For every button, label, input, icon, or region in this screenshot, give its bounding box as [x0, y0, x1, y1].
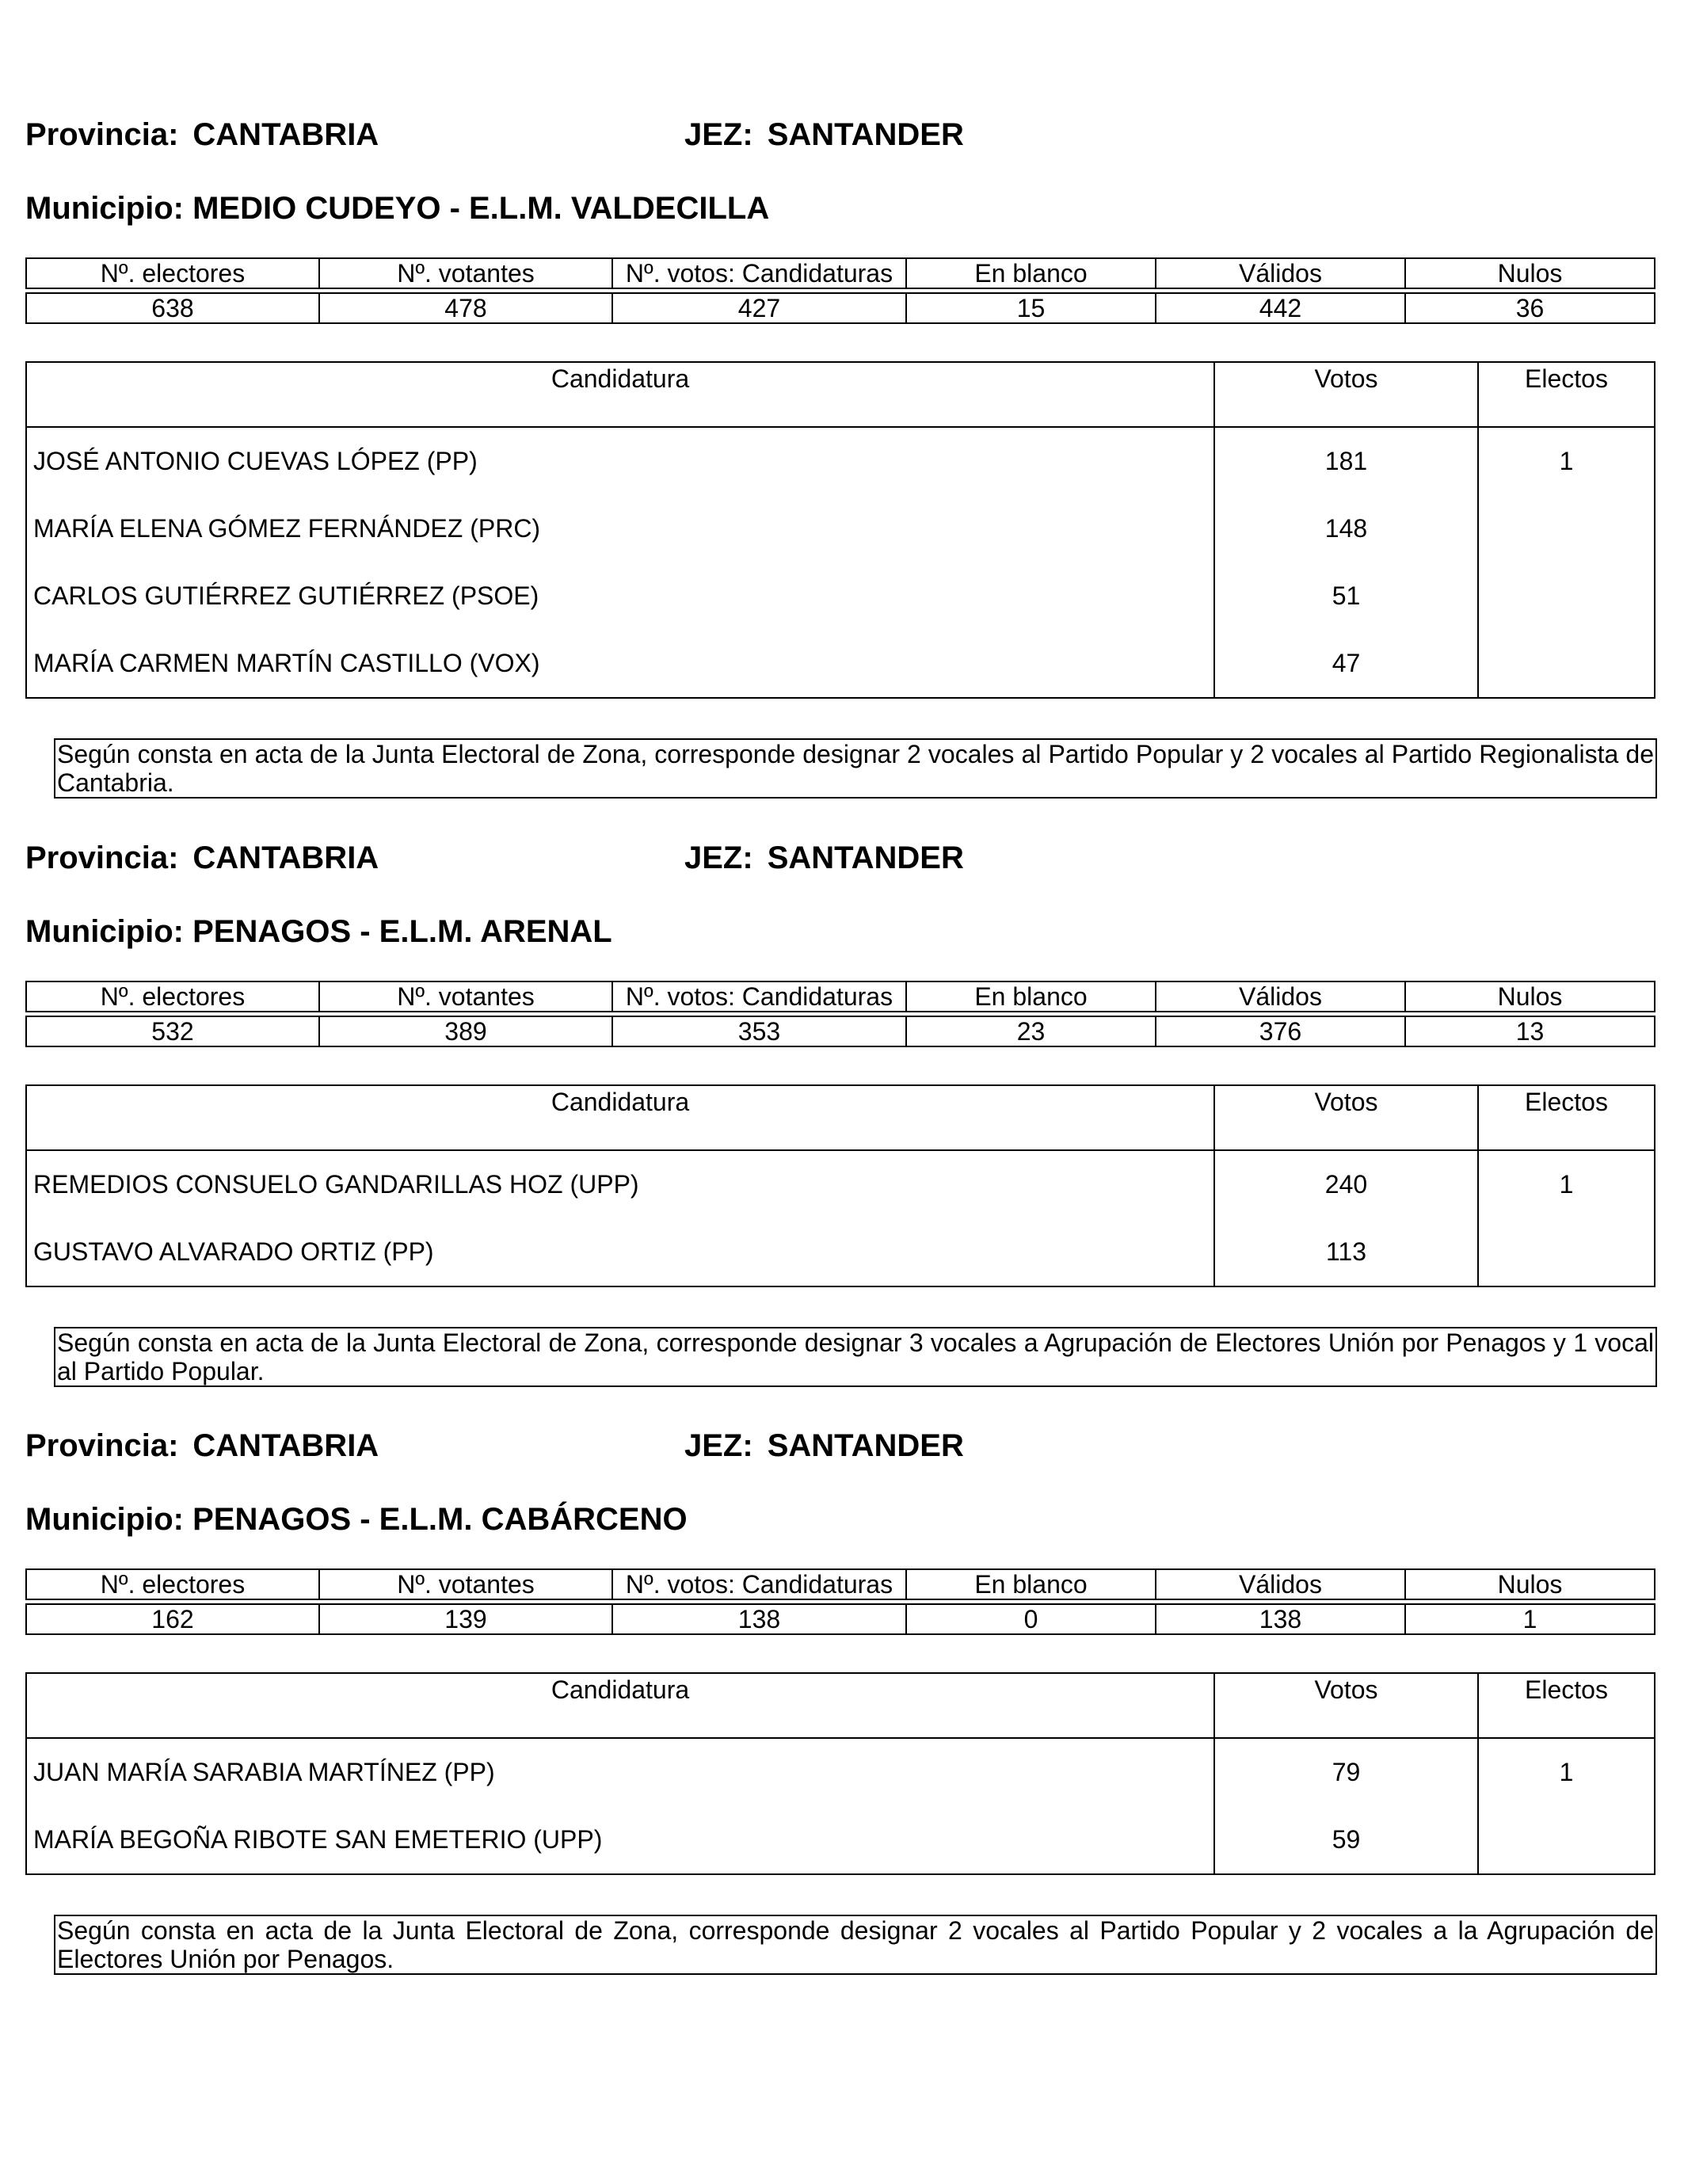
- candidate-name: REMEDIOS CONSUELO GANDARILLAS HOZ (UPP): [26, 1150, 1214, 1218]
- candidate-row: [26, 1218, 1655, 1286]
- stats-value-electores: 162: [26, 1604, 319, 1634]
- stats-value-electores: 532: [26, 1016, 319, 1046]
- stats-header-table: [25, 257, 1655, 289]
- provincia-label: Provincia:: [25, 1428, 179, 1463]
- stats-header-votantes: Nº. votantes: [319, 1569, 612, 1599]
- candidate-name: GUSTAVO ALVARADO ORTIZ (PP): [26, 1218, 1214, 1286]
- stats-value-votantes: 389: [319, 1016, 612, 1046]
- provincia-value: CANTABRIA: [192, 1428, 379, 1463]
- provincia-line: [25, 116, 379, 154]
- acta-note: Según consta en acta de la Junta Electoral de Zona, corresponde designar 2 vocales al Partido Popular y 2 vocales a la Agrupación de Electores Unión por Penagos.: [54, 1915, 1657, 1975]
- municipio-line: [25, 189, 769, 227]
- candidate-name: JOSÉ ANTONIO CUEVAS LÓPEZ (PP): [26, 427, 1214, 495]
- candidate-elected: [1478, 1218, 1655, 1286]
- votos-header: Votos: [1214, 362, 1478, 427]
- stats-value-en-blanco: 15: [906, 293, 1156, 323]
- stats-value-nulos: 1: [1405, 1604, 1655, 1634]
- provincia-value: CANTABRIA: [192, 117, 379, 152]
- stats-header-en-blanco: En blanco: [906, 981, 1156, 1012]
- stats-header-votantes: Nº. votantes: [319, 981, 612, 1012]
- stats-header-votantes: Nº. votantes: [319, 258, 612, 288]
- stats-header-nulos: Nulos: [1405, 258, 1655, 288]
- stats-values-table: [25, 1016, 1655, 1047]
- candidate-name: MARÍA CARMEN MARTÍN CASTILLO (VOX): [26, 630, 1214, 698]
- stats-header-validos: Válidos: [1156, 1569, 1405, 1599]
- candidate-row: [26, 562, 1655, 630]
- candidate-votes: 47: [1214, 630, 1478, 698]
- stats-header-votos-candidaturas: Nº. votos: Candidaturas: [612, 258, 906, 288]
- provincia-label: Provincia:: [25, 117, 179, 152]
- stats-header-table: [25, 981, 1655, 1012]
- stats-header-validos: Válidos: [1156, 981, 1405, 1012]
- stats-header-electores: Nº. electores: [26, 258, 319, 288]
- municipio-line: [25, 913, 612, 951]
- candidate-name: MARÍA ELENA GÓMEZ FERNÁNDEZ (PRC): [26, 495, 1214, 562]
- candidate-row: [26, 495, 1655, 562]
- candidate-elected: [1478, 630, 1655, 698]
- candidate-votes: 148: [1214, 495, 1478, 562]
- acta-note: Según consta en acta de la Junta Electoral de Zona, corresponde designar 3 vocales a Agrupación de Electores Unión por Penagos y 1 vocal al Partido Popular.: [54, 1327, 1657, 1387]
- candidate-row: [26, 427, 1655, 495]
- stats-values-table: [25, 292, 1655, 324]
- stats-value-votos-candidaturas: 353: [612, 1016, 906, 1046]
- candidates-table: [25, 1672, 1655, 1875]
- municipio-line: [25, 1500, 688, 1538]
- jez-label: JEZ:: [684, 840, 753, 875]
- stats-header-nulos: Nulos: [1405, 981, 1655, 1012]
- candidatura-header: Candidatura: [26, 1085, 1214, 1150]
- stats-value-nulos: 36: [1405, 293, 1655, 323]
- stats-header-votos-candidaturas: Nº. votos: Candidaturas: [612, 981, 906, 1012]
- stats-header-electores: Nº. electores: [26, 1569, 319, 1599]
- stats-value-validos: 376: [1156, 1016, 1405, 1046]
- provincia-line: [25, 1427, 379, 1465]
- stats-value-votos-candidaturas: 138: [612, 1604, 906, 1634]
- candidate-row: [26, 1806, 1655, 1874]
- stats-value-validos: 442: [1156, 293, 1405, 323]
- municipio-label: Municipio:: [25, 1502, 184, 1537]
- jez-line: [684, 839, 964, 877]
- candidate-elected: [1478, 1806, 1655, 1874]
- electos-header: Electos: [1478, 362, 1655, 427]
- candidate-name: CARLOS GUTIÉRREZ GUTIÉRREZ (PSOE): [26, 562, 1214, 630]
- candidate-elected: 1: [1478, 1150, 1655, 1218]
- stats-value-electores: 638: [26, 293, 319, 323]
- candidate-votes: 181: [1214, 427, 1478, 495]
- jez-value: SANTANDER: [767, 1428, 964, 1463]
- candidate-elected: [1478, 495, 1655, 562]
- jez-line: [684, 116, 964, 154]
- candidate-row: [26, 630, 1655, 698]
- acta-note: Según consta en acta de la Junta Electoral de Zona, corresponde designar 2 vocales al Partido Popular y 2 vocales al Partido Regionalista de Cantabria.: [54, 738, 1657, 799]
- candidate-row: [26, 1738, 1655, 1806]
- candidate-votes: 240: [1214, 1150, 1478, 1218]
- candidate-votes: 51: [1214, 562, 1478, 630]
- candidate-votes: 113: [1214, 1218, 1478, 1286]
- candidatura-header: Candidatura: [26, 362, 1214, 427]
- candidates-table: [25, 361, 1655, 699]
- stats-value-en-blanco: 0: [906, 1604, 1156, 1634]
- municipio-value: PENAGOS - E.L.M. ARENAL: [192, 914, 612, 949]
- jez-line: [684, 1427, 964, 1465]
- candidate-row: [26, 1150, 1655, 1218]
- municipio-label: Municipio:: [25, 191, 184, 226]
- municipio-value: PENAGOS - E.L.M. CABÁRCENO: [192, 1502, 688, 1537]
- electos-header: Electos: [1478, 1673, 1655, 1738]
- stats-header-en-blanco: En blanco: [906, 258, 1156, 288]
- provincia-value: CANTABRIA: [192, 840, 379, 875]
- stats-header-votos-candidaturas: Nº. votos: Candidaturas: [612, 1569, 906, 1599]
- stats-value-en-blanco: 23: [906, 1016, 1156, 1046]
- jez-value: SANTANDER: [767, 840, 964, 875]
- candidate-elected: 1: [1478, 427, 1655, 495]
- provincia-line: [25, 839, 379, 877]
- stats-header-validos: Válidos: [1156, 258, 1405, 288]
- stats-values-table: [25, 1603, 1655, 1635]
- candidate-elected: [1478, 562, 1655, 630]
- stats-header-en-blanco: En blanco: [906, 1569, 1156, 1599]
- municipio-value: MEDIO CUDEYO - E.L.M. VALDECILLA: [192, 191, 770, 226]
- electos-header: Electos: [1478, 1085, 1655, 1150]
- stats-header-table: [25, 1568, 1655, 1600]
- candidate-name: MARÍA BEGOÑA RIBOTE SAN EMETERIO (UPP): [26, 1806, 1214, 1874]
- stats-header-electores: Nº. electores: [26, 981, 319, 1012]
- candidate-name: JUAN MARÍA SARABIA MARTÍNEZ (PP): [26, 1738, 1214, 1806]
- candidatura-header: Candidatura: [26, 1673, 1214, 1738]
- stats-value-votantes: 478: [319, 293, 612, 323]
- jez-value: SANTANDER: [767, 117, 964, 152]
- jez-label: JEZ:: [684, 117, 753, 152]
- municipio-label: Municipio:: [25, 914, 184, 949]
- votos-header: Votos: [1214, 1673, 1478, 1738]
- provincia-label: Provincia:: [25, 840, 179, 875]
- stats-value-nulos: 13: [1405, 1016, 1655, 1046]
- stats-value-validos: 138: [1156, 1604, 1405, 1634]
- stats-header-nulos: Nulos: [1405, 1569, 1655, 1599]
- stats-value-votantes: 139: [319, 1604, 612, 1634]
- votos-header: Votos: [1214, 1085, 1478, 1150]
- candidate-votes: 59: [1214, 1806, 1478, 1874]
- candidate-votes: 79: [1214, 1738, 1478, 1806]
- candidates-table: [25, 1084, 1655, 1287]
- candidate-elected: 1: [1478, 1738, 1655, 1806]
- stats-value-votos-candidaturas: 427: [612, 293, 906, 323]
- jez-label: JEZ:: [684, 1428, 753, 1463]
